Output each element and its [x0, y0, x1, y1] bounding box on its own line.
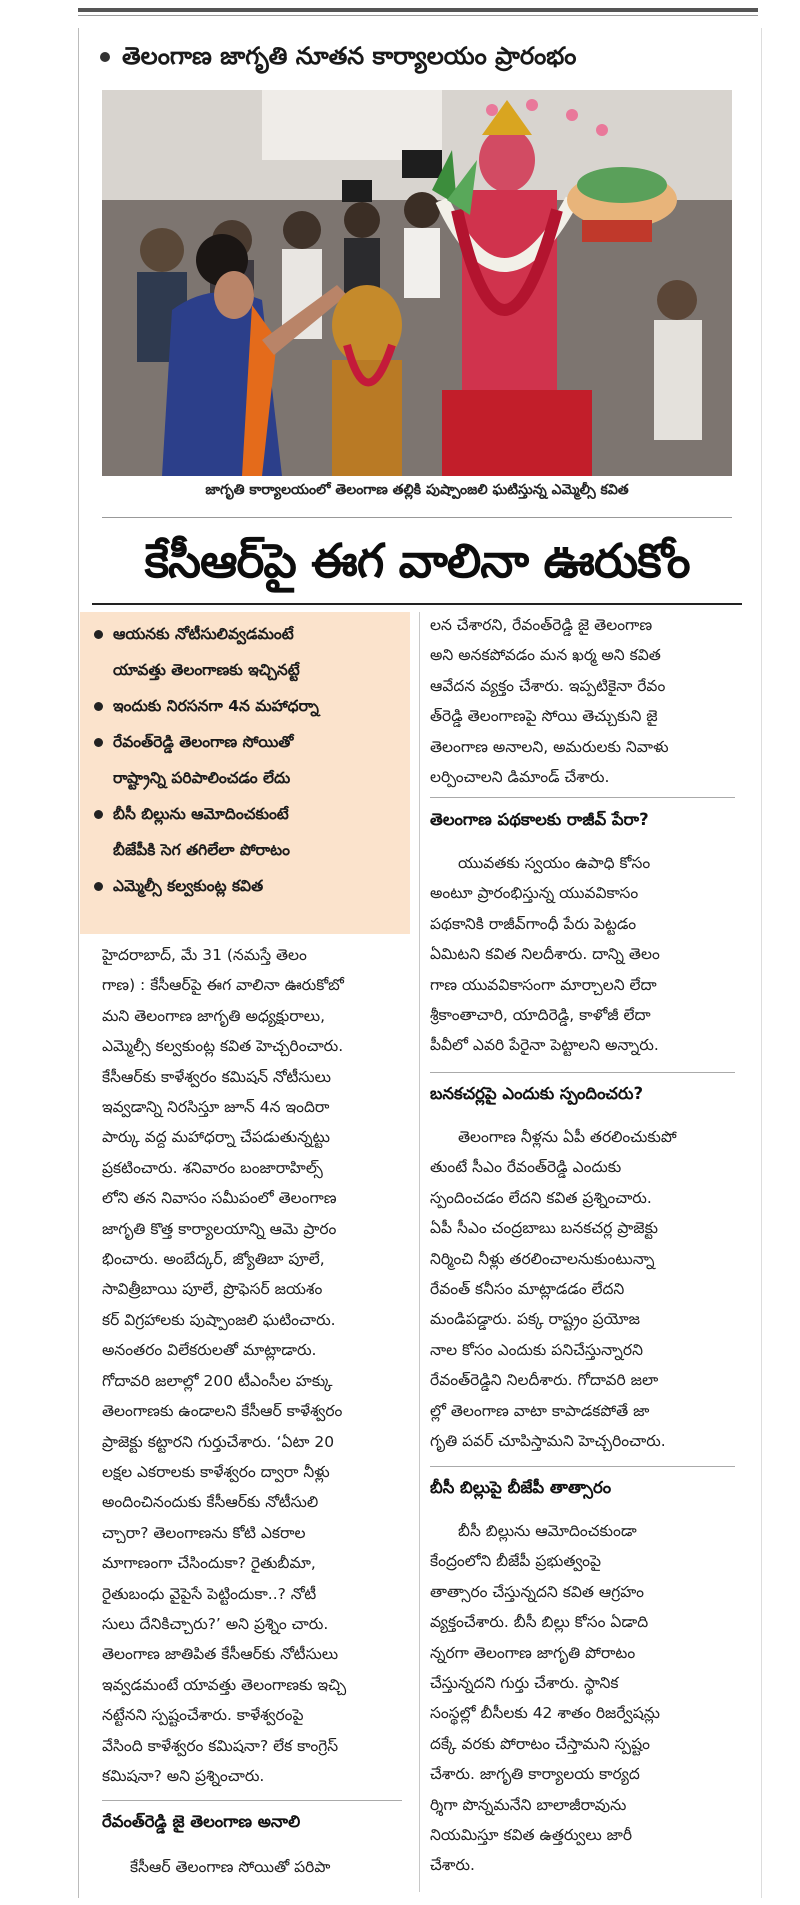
- body-line: న్నరగా తెలంగాణ జాగృతి పోరాటం: [430, 1643, 636, 1662]
- body-line: చ్చారా? తెలంగాణను కోటి ఎకరాల: [102, 1523, 306, 1542]
- subhead-left: రేవంత్‌రెడ్డి జై తెలంగాణ అనాలి: [102, 1812, 301, 1831]
- column-divider: [419, 612, 420, 1892]
- highlight-item: [94, 868, 404, 904]
- body-line: గోదావరి జలాల్లో 200 టీఎంసీల హక్కు: [102, 1371, 333, 1390]
- subhead-rule: [430, 1072, 735, 1073]
- body-line: ఏమిటని కవిత నిలదీశారు. దాన్ని తెలం: [430, 945, 660, 964]
- body-line: రైతుబంధు వైపైసే పెట్టిందుకా..? నోటీ: [102, 1584, 317, 1603]
- body-line: త్‌రెడ్డి తెలంగాణపై సోయి తెచ్చుకుని జై: [430, 707, 658, 726]
- highlight-line: బీసీ బిల్లును ఆమోదించకుంటే: [113, 805, 289, 823]
- body-line: సంస్థల్లో బీసీలకు 42 శాతం రిజర్వేషన్లు: [430, 1704, 660, 1723]
- body-line: ఆవేదన వ్యక్తం చేశారు. ఇప్పటికైనా రేవం: [430, 676, 666, 695]
- body-line: లక్షల ఎకరాలకు కాళేశ్వరం ద్వారా నీళ్లు: [102, 1462, 330, 1481]
- highlight-line: ఎమ్మెల్సీ కల్వకుంట్ల కవిత: [113, 877, 264, 895]
- body-line: భించారు. అంబేద్కర్, జ్యోతిబా పూలే,: [102, 1250, 325, 1269]
- top-rule: [78, 8, 758, 12]
- body-line: వ్యక్తంచేశారు. బీసీ బిల్లు కోసం ఏడాది: [430, 1613, 649, 1632]
- body-line: గాణ) : కేసీఆర్‌పై ఈగ వాలినా ఊరుకోబో: [102, 976, 344, 995]
- highlight-line: యావత్తు తెలంగాణకు ఇచ్చినట్టే: [113, 661, 300, 679]
- right-column-intro: [430, 610, 738, 792]
- body-line: కమిషనా? అని ప్రశ్నించారు.: [102, 1766, 265, 1785]
- highlights-box: [80, 612, 410, 934]
- bullet-icon: [94, 630, 103, 639]
- body-line: కేంద్రంలోని బీజేపీ ప్రభుత్వంపై: [430, 1552, 601, 1571]
- body-line: జాగృతి కొత్త కార్యాలయాన్ని ఆమె ప్రారం: [102, 1219, 337, 1238]
- body-line: స్పందించడం లేదని కవిత ప్రశ్నించారు.: [430, 1188, 652, 1207]
- body-line: లర్పించాలని డిమాండ్ చేశారు.: [430, 768, 610, 787]
- photo-caption: జాగృతి కార్యాలయంలో తెలంగాణ తల్లికి పుష్పాంజలి ఘటిస్తున్న ఎమ్మెల్సీ కవిత: [205, 482, 629, 498]
- body-line: దక్కే వరకు పోరాటం చేస్తామని స్పష్టం: [430, 1734, 650, 1753]
- body-line: లోని తన నివాసం సమీపంలో తెలంగాణ: [102, 1189, 337, 1208]
- body-line: పార్కు వద్ద మహాధర్నా చేపడుతున్నట్టు: [102, 1128, 330, 1147]
- body-line: గృతి పవర్ చూపిస్తామని హెచ్చరించారు.: [430, 1432, 666, 1451]
- body-line: అనంతరం విలేకరులతో మాట్లాడారు.: [102, 1341, 317, 1360]
- subhead-rajiv: తెలంగాణ పథకాలకు రాజీవ్ పేరా?: [430, 810, 649, 829]
- kicker-text: తెలంగాణ జాగృతి నూతన కార్యాలయం ప్రారంభం: [122, 42, 577, 70]
- subhead-rule: [430, 797, 735, 798]
- top-rule-thin: [78, 15, 758, 16]
- body-line: పథకానికి రాజీవ్‌గాంధీ పేరు పెట్టడం: [430, 914, 637, 933]
- body-line: ఇవ్వడాన్ని నిరసిస్తూ జూన్ 4న ఇందిరా: [102, 1098, 330, 1117]
- body-line: యువతకు స్వయం ఉపాధి కోసం: [458, 854, 651, 872]
- body-line: సులు దేనికిచ్చారు?’ అని ప్రశ్నిం చారు.: [102, 1614, 329, 1633]
- body-line: ర్శిగా పొన్నమనేని బాలాజీరావును: [430, 1795, 627, 1814]
- highlight-item: [94, 796, 404, 868]
- highlight-line: రేవంత్‌రెడ్డి తెలంగాణ సోయితో: [113, 733, 294, 751]
- body-line: చేస్తున్నదని గుర్తు చేశారు. స్థానిక: [430, 1674, 619, 1693]
- body-line: అందించినందుకు కేసీఆర్‌కు నోటీసులి: [102, 1493, 319, 1512]
- headline-rule: [92, 603, 742, 605]
- body-line: తెలంగాణ నీళ్లను ఏపీ తరలించుకుపో: [458, 1128, 677, 1146]
- bullet-icon: [94, 810, 103, 819]
- subhead-rule: [430, 1466, 735, 1467]
- body-line: నట్టేనని స్పష్టంచేశారు. కాళేశ్వరంపై: [102, 1706, 304, 1725]
- right-section-bc-bill: [430, 1516, 738, 1881]
- photo-illustration: [102, 90, 732, 476]
- news-photo: [102, 90, 732, 476]
- body-line: ప్రకటించారు. శనివారం బంజారాహిల్స్: [102, 1158, 323, 1177]
- bullet-icon: [100, 52, 110, 62]
- body-line: మండిపడ్డారు. పక్క రాష్ట్రం ప్రయోజ: [430, 1310, 640, 1329]
- body-line: తాత్సారం చేస్తున్నదని కవిత ఆగ్రహం: [430, 1582, 644, 1601]
- bullet-icon: [94, 738, 103, 747]
- body-line: కేసీఆర్ తెలంగాణ సోయితో పరిపా: [130, 1858, 331, 1876]
- body-line: తెలంగాణ అనాలని, అమరులకు నివాళు: [430, 737, 669, 756]
- body-line: ఏపీ సీఎం చంద్రబాబు బనకచర్ల ప్రాజెక్టు: [430, 1219, 659, 1238]
- body-line: నిర్మించి నీళ్లు తరలించాలనుకుంటున్నా: [430, 1249, 655, 1268]
- headline: కేసీఆర్‌పై ఈగ వాలినా ఊరుకోం: [144, 534, 690, 589]
- body-line: తెలంగాణ జాతిపిత కేసీఆర్‌కు నోటీసులు: [102, 1645, 339, 1664]
- body-line: లన చేశారని, రేవంత్‌రెడ్డి జై తెలంగాణ: [430, 616, 653, 634]
- bullet-icon: [94, 882, 103, 891]
- subhead-rule: [102, 1800, 402, 1801]
- body-line: పీవీలో ఎవరి పేరైనా పెట్టాలని అన్నారు.: [430, 1036, 659, 1055]
- body-line: చేశారు. జాగృతి కార్యాలయ కార్యద: [430, 1765, 640, 1784]
- body-line: రేవంత్ కనీసం మాట్లాడడం లేదని: [430, 1280, 625, 1299]
- highlight-line: రాష్ట్రాన్ని పరిపాలించడం లేదు: [113, 769, 291, 787]
- kicker: [100, 42, 740, 78]
- body-line: ఇవ్వడమంటే యావత్తు తెలంగాణకు ఇచ్చి: [102, 1675, 347, 1694]
- highlight-item: [94, 724, 404, 796]
- body-line: హైదరాబాద్, మే 31 (నమస్తే తెలం: [102, 946, 307, 964]
- body-line: తెలంగాణకు ఉండాలని కేసీఆర్ కాళేశ్వరం: [102, 1402, 343, 1421]
- left-column-body: [102, 940, 406, 1791]
- body-line: గాణ యువవికాసంగా మార్చాలని లేదా: [430, 975, 657, 994]
- body-line: మాగాణంగా చేసిందుకా? రైతుబీమా,: [102, 1554, 316, 1573]
- body-line: నాల కోసం ఎందుకు పనిచేస్తున్నారని: [430, 1340, 643, 1359]
- body-line: కేసీఆర్‌కు కాళేశ్వరం కమిషన్ నోటీసులు: [102, 1067, 331, 1086]
- right-section-banakacherla: [430, 1122, 738, 1456]
- highlight-item: [94, 616, 404, 688]
- bullet-icon: [94, 702, 103, 711]
- highlight-line: బీజేపీకి సెగ తగిలేలా పోరాటం: [113, 841, 290, 859]
- highlight-line: ఆయనకు నోటీసులివ్వడమంటే: [113, 625, 294, 643]
- caption-rule: [102, 517, 732, 518]
- body-line: బీసీ బిల్లును ఆమోదించకుండా: [458, 1522, 637, 1540]
- body-line: వేసింది కాళేశ్వరం కమిషనా? లేక కాంగ్రెస్: [102, 1736, 339, 1755]
- highlight-line: ఇందుకు నిరసనగా 4న మహాధర్నా: [113, 697, 319, 715]
- subhead-bc-bill: బీసీ బిల్లుపై బీజేపీ తాత్సారం: [430, 1478, 612, 1497]
- body-line: తుంటే సీఎం రేవంత్‌రెడ్డి ఎందుకు: [430, 1158, 622, 1177]
- body-line: ఎమ్మెల్సీ కల్వకుంట్ల కవిత హెచ్చరించారు.: [102, 1037, 344, 1056]
- body-line: రేవంత్‌రెడ్డిని నిలదీశారు. గోదావరి జలా: [430, 1371, 659, 1390]
- body-line: ప్రాజెక్టు కట్టారని గుర్తుచేశారు. ‘ఏటా 20: [102, 1432, 335, 1451]
- body-line: అని అనకపోవడం మన ఖర్మ అని కవిత: [430, 646, 661, 665]
- right-section-rajiv: [430, 848, 738, 1061]
- body-line: శ్రీకాంతాచారి, యాదిరెడ్డి, కాళోజీ లేదా: [430, 1006, 651, 1025]
- left-column-tail: [130, 1852, 410, 1882]
- body-line: మని తెలంగాణ జాగృతి అధ్యక్షురాలు,: [102, 1006, 326, 1025]
- highlight-item: [94, 688, 404, 724]
- body-line: నియమిస్తూ కవిత ఉత్తర్వులు జారీ: [430, 1826, 633, 1845]
- body-line: కర్ విగ్రహాలకు పుష్పాంజలి ఘటించారు.: [102, 1310, 336, 1329]
- subhead-banakacherla: బనకచర్లపై ఎందుకు స్పందించరు?: [430, 1084, 644, 1103]
- body-line: సావిత్రీబాయి పూలే, ప్రొఫెసర్ జయశం: [102, 1280, 323, 1299]
- body-line: చేశారు.: [430, 1856, 475, 1875]
- body-line: ల్లో తెలంగాణ వాటా కాపాడకపోతే జా: [430, 1401, 650, 1420]
- body-line: అంటూ ప్రారంభిస్తున్న యువవికాసం: [430, 884, 639, 903]
